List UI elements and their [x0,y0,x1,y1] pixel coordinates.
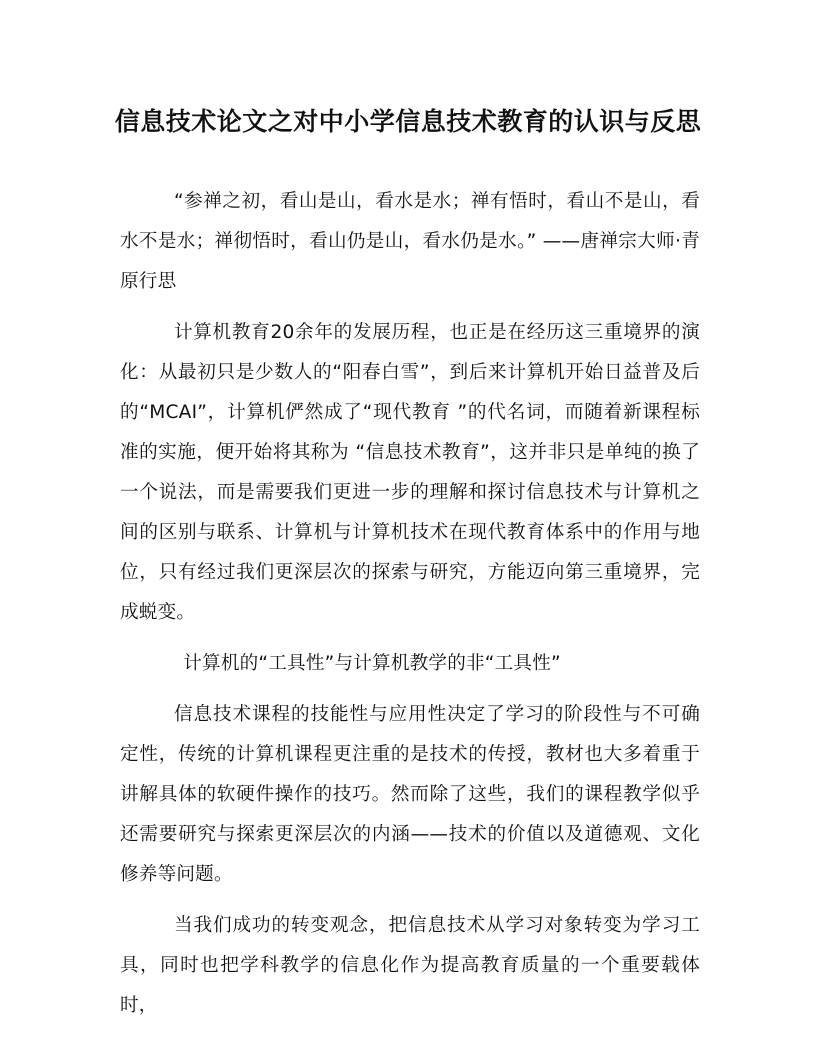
document-title: 信息技术论文之对中小学信息技术教育的认识与反思 [114,107,702,136]
body-paragraph: 信息技术课程的技能性与应用性决定了学习的阶段性与不可确定性，传统的计算机课程更注重的是技术的传授，教材也大多着重于讲解具体的软硬件操作的技巧。然而除了这些，我们的课程教学似乎还需要研究与探索更深层次的内涵——技术的价值以及道德观、文化修养等问题。 [120,704,700,885]
document-body [120,182,700,1037]
section-heading: 计算机的“工具性”与计算机教学的非“工具性” [183,653,561,674]
body-paragraph: 计算机教育20余年的发展历程，也正是在经历这三重境界的演化：从最初只是少数人的“阳春白雪”，到后来计算机开始日益普及后的“MCAI”，计算机俨然成了“现代教育 ”的代名词，而随着新课程标准的实施，便开始将其称为 “信息技术教育”，这并非只是单纯的换了一个说法，而是需要我们更进一步的理解和探讨信息技术与计算机之间的区别与联系、计算机与计算机技术在现代教育体系中的作用与地位，只有经过我们更深层次的探索与研究，方能迈向第三重境界，完成蜕变。 [120,322,700,623]
body-paragraph: 当我们成功的转变观念，把信息技术从学习对象转变为学习工具，同时也把学科教学的信息化作为提高教育质量的一个重要载体时， [120,915,700,1016]
quote-paragraph: “参禅之初，看山是山，看水是水；禅有悟时，看山不是山，看水不是水；禅彻悟时，看山仍是山，看水仍是水。” ——唐禅宗大师·青原行思 [120,191,700,292]
